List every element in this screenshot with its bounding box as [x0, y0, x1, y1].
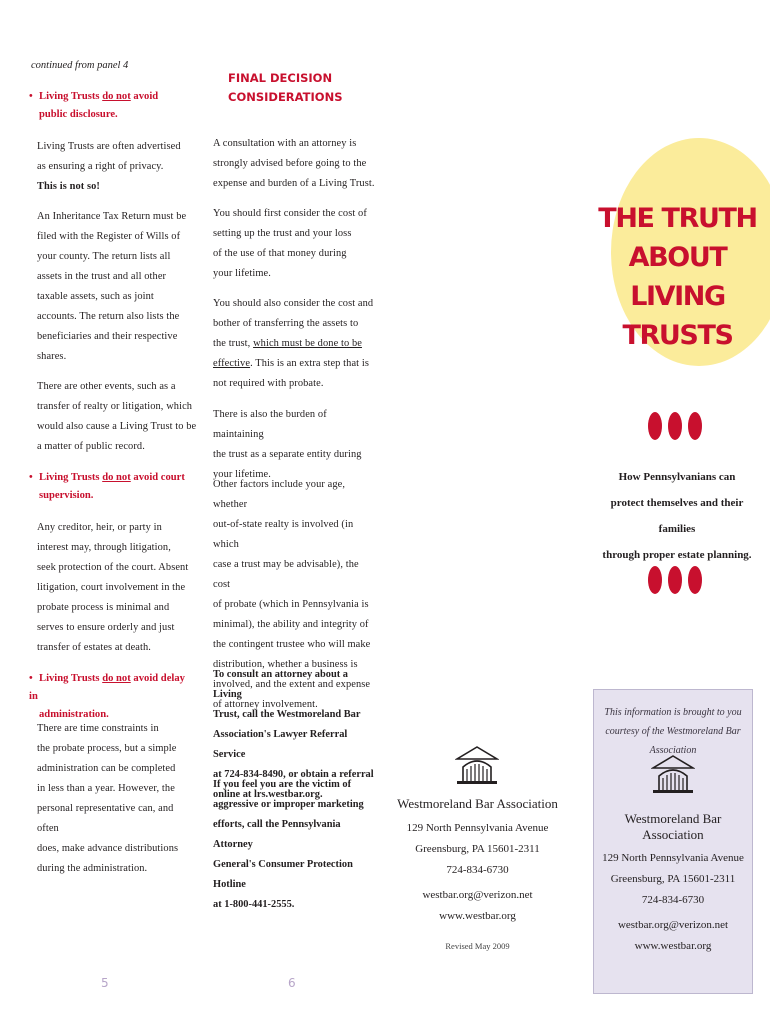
paragraph-privacy [37, 137, 197, 197]
text-line: in less than a year. However, the [37, 783, 175, 794]
paragraph-inheritance-tax [37, 207, 197, 367]
paragraph-court-involvement [37, 518, 197, 658]
paragraph-consultation [213, 134, 378, 194]
decorative-dots-bottom [648, 566, 708, 596]
text-line [213, 334, 378, 354]
bar-association-logo-icon [651, 754, 695, 794]
org-phone: 724-834-6730 [446, 864, 509, 876]
text-line: minimal), the ability and integrity of [213, 619, 369, 630]
text-line: during the administration. [37, 863, 148, 874]
org-address: 129 North Pennsylvania Avenue [406, 822, 549, 834]
dot-icon [668, 412, 682, 440]
text-line: involved, and the extent and expense [213, 679, 371, 690]
text-span: . This is an extra step that is [250, 358, 369, 369]
text-line: Any creditor, heir, or party in [37, 522, 162, 533]
dot-icon [648, 566, 662, 594]
tagline-line: How Pennsylvanians can [618, 471, 736, 483]
paragraph-transfer-assets [213, 294, 378, 394]
org-address: 129 North Pennsylvania Avenue [602, 852, 744, 864]
cover-tagline [592, 464, 762, 568]
cover-org-block [594, 811, 752, 957]
bullet-emphasis: do not [102, 91, 131, 102]
text-line: taxable assets, such as joint [37, 291, 154, 302]
tagline-line: protect themselves and their families [610, 497, 744, 535]
text-line: case a trust may be advisable), the cost [213, 559, 359, 590]
text-line: a matter of public record. [37, 441, 145, 452]
text-line: at 724-834-8490, or obtain a referral [213, 769, 374, 780]
emphasis-text: This is not so! [37, 181, 100, 192]
bullet-text-line2: supervision. [39, 490, 94, 501]
text-line: transfer of realty or litigation, which [37, 401, 193, 412]
text-line: transfer of estates at death. [37, 642, 151, 653]
text-line: distribution, whether a business is [213, 659, 358, 670]
tagline-line: through proper estate planning. [602, 549, 752, 561]
text-line: your lifetime. [213, 268, 271, 279]
heading-line: FINAL DECISION [228, 71, 333, 85]
text-line: shares. [37, 351, 67, 362]
note-line: This information is brought to you [604, 707, 742, 718]
text-line: A consultation with an attorney is [213, 138, 357, 149]
paragraph-time-constraints [37, 719, 197, 879]
text-span: the trust, [213, 338, 251, 349]
decorative-dots-top [648, 412, 708, 442]
bullet-text-line2: public disclosure. [39, 109, 118, 120]
text-line: of attorney involvement. [213, 699, 318, 710]
text-line: of probate (which in Pennsylvania is [213, 599, 369, 610]
paragraph-maintaining [213, 405, 378, 485]
text-line: your county. The return lists all [37, 251, 171, 262]
text-line: You should first consider the cost of [213, 208, 367, 219]
text-line: aggressive or improper marketing [213, 799, 364, 810]
text-line: strongly advised before going to the [213, 158, 367, 169]
paragraph-cost [213, 204, 378, 284]
heading-line: CONSIDERATIONS [228, 90, 343, 104]
bullet-text: avoid [133, 91, 159, 102]
text-line: expense and burden of a Living Trust. [213, 178, 375, 189]
text-line: There is also the burden of maintaining [213, 409, 327, 440]
page-number: 6 [288, 976, 296, 990]
text-line: beneficiaries and their respective [37, 331, 178, 342]
text-line: does, make advance distributions [37, 843, 179, 854]
paragraph-public-record [37, 377, 197, 457]
bullet-heading-public-disclosure [29, 88, 158, 124]
dot-icon [668, 566, 682, 594]
dot-icon [688, 566, 702, 594]
text-line: accounts. The return also lists the [37, 311, 180, 322]
org-phone: 724-834-6730 [641, 894, 705, 906]
text-line: bother of transferring the assets to [213, 318, 359, 329]
text-line: If you feel you are the victim of [213, 779, 352, 790]
org-city: Greensburg, PA 15601-2311 [610, 873, 736, 885]
section-heading [228, 69, 342, 107]
text-line: efforts, call the Pennsylvania Attorney [213, 819, 341, 850]
bullet-text-line2: administration. [39, 709, 109, 720]
text-line: at 1-800-441-2555. [213, 899, 295, 910]
revision-date: Revised May 2009 [445, 941, 510, 951]
page-number: 5 [101, 976, 109, 990]
title-line: THE TRUTH [598, 203, 757, 234]
text-line: interest may, through litigation, [37, 542, 171, 553]
org-name: Westmoreland Bar Association [397, 796, 558, 811]
org-website: www.westbar.org [634, 940, 712, 952]
text-line: setting up the trust and your loss [213, 228, 352, 239]
text-line: the probate process, but a simple [37, 743, 177, 754]
text-line: litigation, court involvement in the [37, 582, 186, 593]
text-line: seek protection of the court. Absent [37, 562, 189, 573]
text-line: of the use of that money during [213, 248, 347, 259]
center-org-block [395, 796, 560, 951]
org-email: westbar.org@verizon.net [617, 919, 729, 931]
dot-icon [648, 412, 662, 440]
text-line: as ensuring a right of privacy. [37, 161, 164, 172]
text-line: the trust as a separate entity during [213, 449, 362, 460]
bullet-heading-delay [29, 670, 195, 724]
text-line: assets in the trust and all other [37, 271, 167, 282]
bar-association-logo-icon [455, 745, 499, 785]
note-line: courtesy of the Westmoreland Bar Association [605, 726, 741, 756]
bullet-icon: • [29, 472, 33, 483]
text-line: online at lrs.westbar.org. [213, 789, 323, 800]
cover-title [585, 199, 770, 355]
underlined-text: effective [213, 358, 251, 369]
text-line: out-of-state realty is involved (in which [213, 519, 354, 550]
bullet-icon: • [29, 91, 33, 102]
text-line: filed with the Register of Wills of [37, 231, 181, 242]
title-line: ABOUT [628, 242, 727, 273]
text-line: There are other events, such as a [37, 381, 176, 392]
text-line: Association's Lawyer Referral Service [213, 729, 348, 760]
text-line: Other factors include your age, whether [213, 479, 346, 510]
text-line: probate process is minimal and [37, 602, 170, 613]
text-line: Trust, call the Westmoreland Bar [213, 709, 361, 720]
title-line: LIVING TRUSTS [622, 281, 733, 351]
text-line: not required with probate. [213, 378, 324, 389]
text-line: There are time constraints in [37, 723, 159, 734]
underlined-text: which must be done to be [253, 338, 362, 349]
courtesy-box [593, 689, 753, 994]
dot-icon [688, 412, 702, 440]
text-line: your lifetime. [213, 469, 271, 480]
bullet-heading-court-supervision [29, 469, 185, 505]
org-city: Greensburg, PA 15601-2311 [415, 843, 540, 855]
org-website: www.westbar.org [439, 910, 516, 922]
bullet-emphasis: do not [102, 472, 131, 483]
continued-note: continued from panel 4 [31, 60, 129, 71]
bullet-text: avoid delay in [29, 673, 185, 702]
bullet-text: Living Trusts [39, 673, 100, 684]
text-line [213, 354, 378, 374]
text-line: To consult an attorney about a Living [213, 669, 349, 700]
text-line: You should also consider the cost and [213, 298, 374, 309]
text-line: personal representative can, and often [37, 803, 174, 834]
text-line: General's Consumer Protection Hotline [213, 859, 353, 890]
bullet-emphasis: do not [102, 673, 131, 684]
text-line: would also cause a Living Trust to be [37, 421, 197, 432]
org-name: Westmoreland Bar Association [624, 811, 722, 842]
bullet-text: avoid court [133, 472, 185, 483]
bullet-text: Living Trusts [39, 91, 100, 102]
text-line: Living Trusts are often advertised [37, 141, 181, 152]
text-line: serves to ensure orderly and just [37, 622, 175, 633]
text-line: An Inheritance Tax Return must be [37, 211, 187, 222]
org-email: westbar.org@verizon.net [422, 889, 533, 901]
text-line: the contingent trustee who will make [213, 639, 371, 650]
bullet-icon: • [29, 673, 33, 684]
text-line: administration can be completed [37, 763, 176, 774]
consumer-protection-note [213, 775, 378, 915]
courtesy-note [594, 703, 752, 760]
bullet-text: Living Trusts [39, 472, 100, 483]
